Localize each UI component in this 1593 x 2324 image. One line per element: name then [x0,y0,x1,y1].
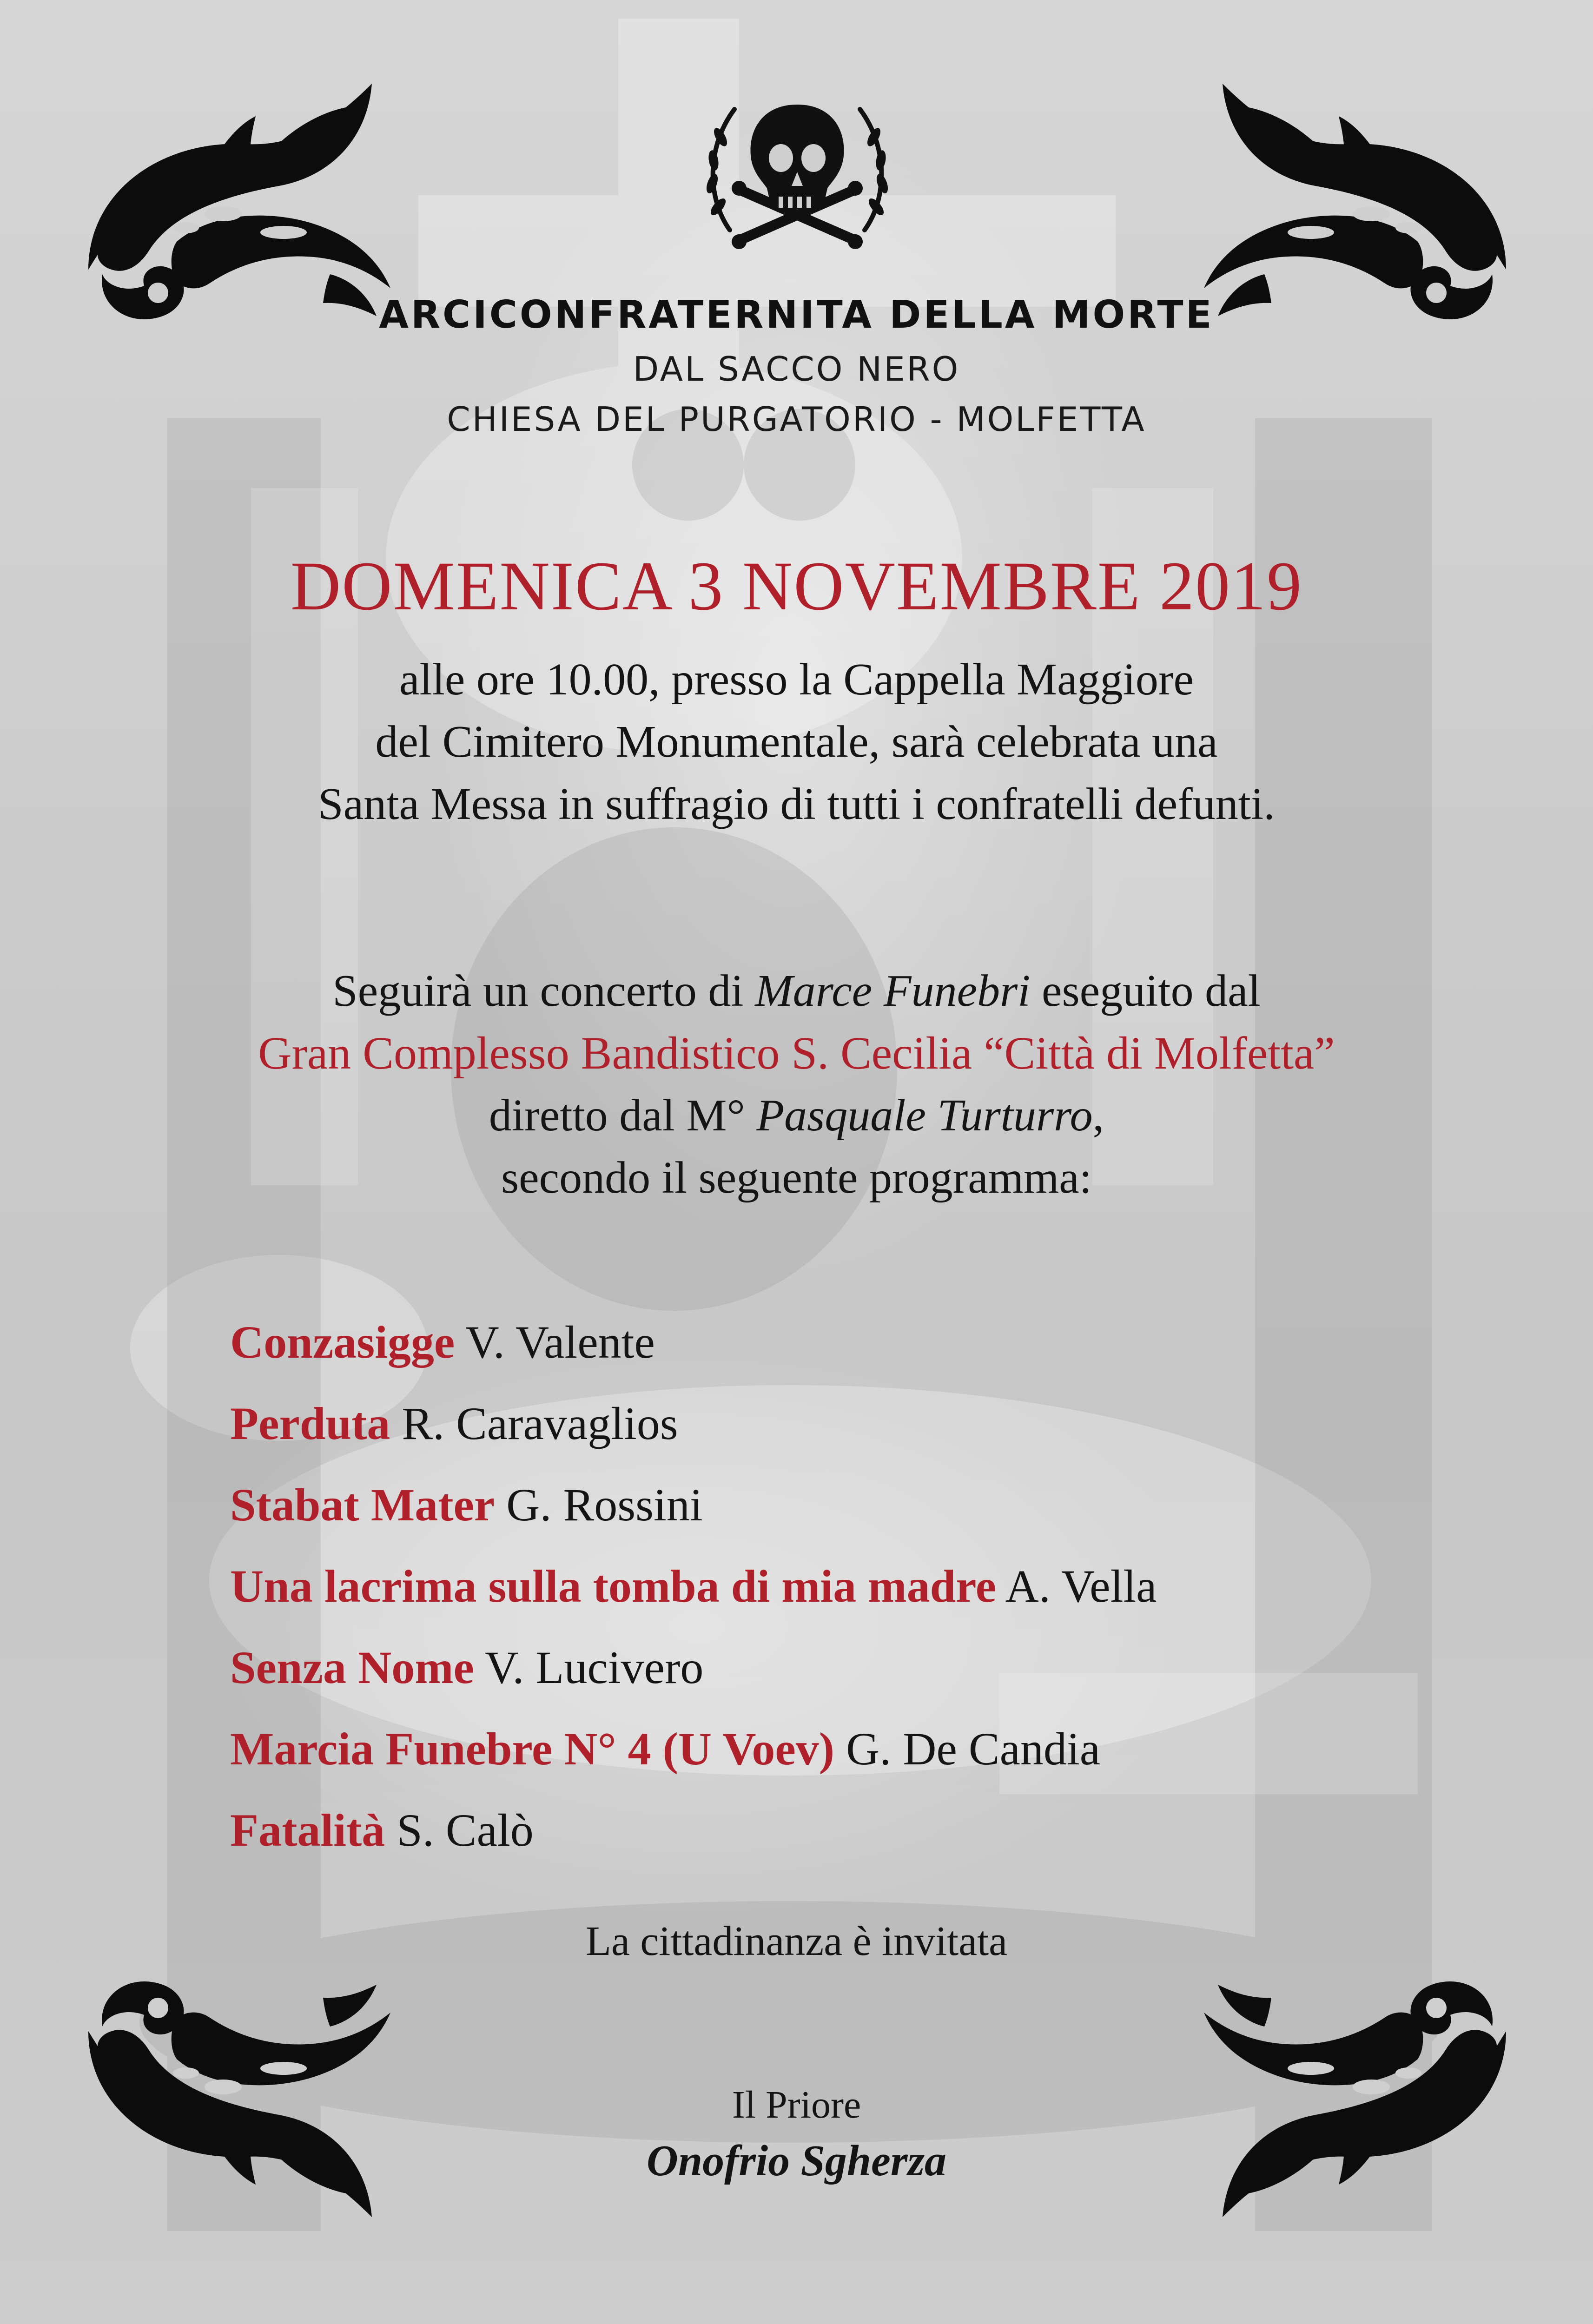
prior-title: Il Priore [732,2083,861,2126]
program-piece-title: Una lacrima sulla tomba di mia madre [230,1560,997,1612]
concert-line: secondo il seguente programma: [501,1153,1092,1203]
list-item [230,1627,1157,1708]
program-piece-title: Stabat Mater [230,1479,495,1531]
event-date: DOMENICA 3 NOVEMBRE 2019 [290,548,1303,625]
concert-program-list [230,1301,1157,1871]
band-name: Gran Complesso Bandistico S. Cecilia “Città di Molfetta” [258,1027,1335,1079]
program-composer: V. Valente [455,1316,655,1368]
program-piece-title: Fatalità [230,1804,385,1856]
concert-line [0,960,1593,1022]
program-piece-title: Marcia Funebre N° 4 (U Voev) [230,1723,835,1775]
mass-description-line: Santa Messa in suffragio di tutti i confratelli defunti. [318,779,1275,829]
program-composer: A. Vella [996,1560,1157,1612]
concert-line [0,1084,1593,1147]
church-location: CHIESA DEL PURGATORIO - MOLFETTA [447,400,1146,439]
concert-line-text: diretto dal M° [489,1090,757,1141]
program-piece-title: Senza Nome [230,1642,474,1693]
program-piece-title: Perduta [230,1398,390,1449]
invitation-note: La cittadinanza è invitata [585,1918,1008,1964]
list-item [230,1708,1157,1789]
conductor-name: Pasquale Turturro [756,1090,1093,1141]
mass-description [0,648,1593,835]
list-item [230,1383,1157,1464]
list-item [230,1545,1157,1627]
mass-description-line: alle ore 10.00, presso la Cappella Maggiore [399,654,1194,705]
list-item [230,1789,1157,1871]
program-composer: G. De Candia [834,1723,1101,1775]
concert-line-text: , [1092,1090,1104,1141]
list-item [230,1301,1157,1383]
concert-description [0,960,1593,1209]
mass-description-line: del Cimitero Monumentale, sarà celebrata una [375,717,1218,767]
program-piece-title: Conzasigge [230,1316,455,1368]
program-composer: V. Lucivero [474,1642,704,1693]
program-composer: S. Calò [385,1804,534,1856]
concert-line-text: Seguirà un concerto di [332,966,755,1016]
confraternity-subtitle: DAL SACCO NERO [633,350,960,389]
concert-line-text: eseguito dal [1030,966,1261,1016]
prior-signature-name: Onofrio Sgherza [646,2137,947,2185]
concert-genre: Marce Funebri [755,966,1031,1016]
list-item [230,1464,1157,1545]
program-composer: R. Caravaglios [390,1398,678,1449]
skull-crossbones-wreath-icon [697,91,897,258]
program-composer: G. Rossini [495,1479,703,1531]
confraternity-title: ARCICONFRATERNITA DELLA MORTE [379,293,1214,337]
